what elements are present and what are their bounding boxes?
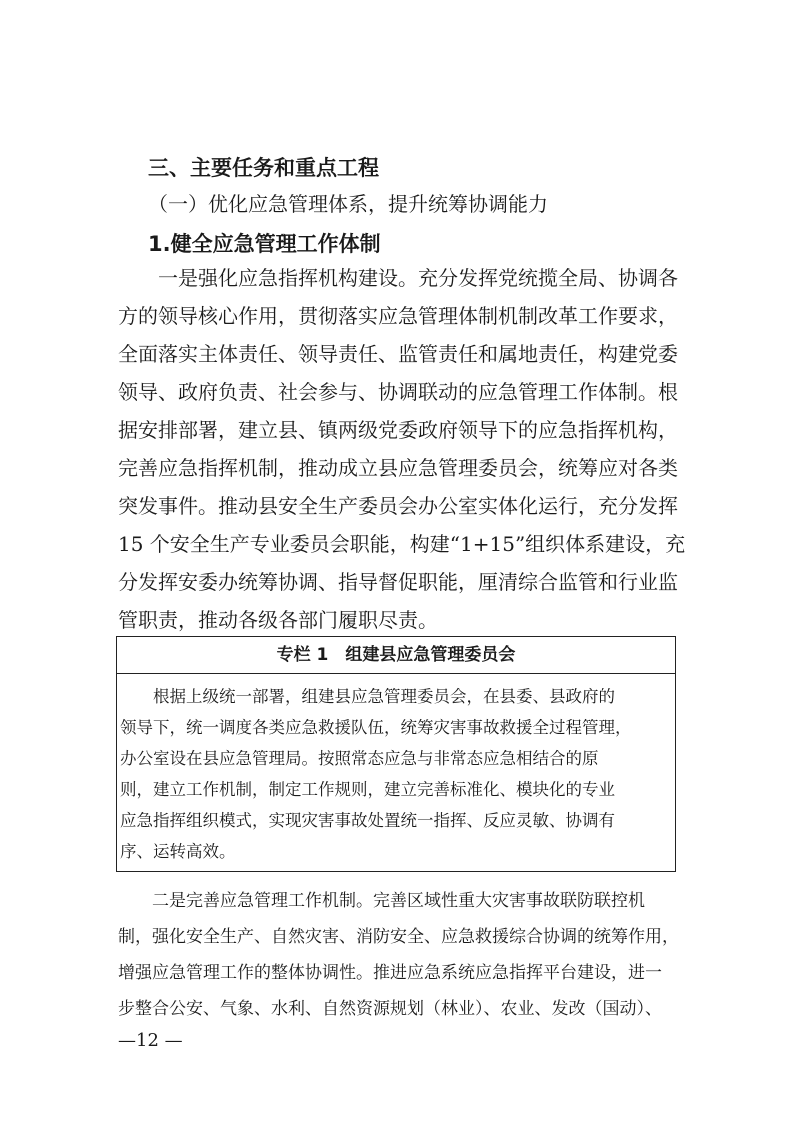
- paragraph-line: 据安排部署，建立县、镇两级党委政府领导下的应急指挥机构，: [118, 418, 678, 442]
- paragraph-line: 方的领导核心作用，贯彻落实应急管理体制机制改革工作要求，: [118, 304, 678, 328]
- section-title: 三、主要任务和重点工程: [148, 156, 379, 180]
- subsection-title: （一）优化应急管理体系，提升统筹协调能力: [148, 192, 548, 216]
- box-line: 则，建立工作机制，制定工作规则，建立完善标准化、模块化的专业: [120, 780, 615, 799]
- box-line: 办公室设在县应急管理局。按照常态应急与非常态应急相结合的原: [120, 749, 599, 768]
- paragraph-line: 领导、政府负责、社会参与、协调联动的应急管理工作体制。根: [118, 380, 678, 404]
- paragraph-line: 增强应急管理工作的整体协调性。推进应急系统应急指挥平台建设，进一: [118, 963, 662, 983]
- box-line: 应急指挥组织模式，实现灾害事故处置统一指挥、反应灵敏、协调有: [120, 811, 615, 830]
- paragraph-line: 全面落实主体责任、领导责任、监管责任和属地责任，构建党委: [118, 342, 678, 366]
- paragraph-line: 制，强化安全生产、自然灾害、消防安全、应急救援综合协调的统筹作用，: [118, 927, 679, 947]
- paragraph-line: 15 个安全生产专业委员会职能，构建“1+15”组织体系建设，充: [118, 532, 686, 556]
- paragraph-line: 管职责，推动各级各部门履职尽责。: [118, 608, 438, 632]
- box-title: 专栏 1 组建县应急管理委员会: [117, 637, 675, 674]
- sidebar-box: [116, 636, 676, 872]
- paragraph-line: 分发挥安委办统筹协调、指导督促职能，厘清综合监管和行业监: [118, 570, 678, 594]
- paragraph-line: 一是强化应急指挥机构建设。充分发挥党统揽全局、协调各: [118, 266, 678, 290]
- paragraph-line: 步整合公安、气象、水利、自然资源规划（林业）、农业、发改（国动）、: [118, 999, 662, 1019]
- box-line: 根据上级统一部署，组建县应急管理委员会，在县委、县政府的: [120, 687, 615, 706]
- paragraph-line: 二是完善应急管理工作机制。完善区域性重大灾害事故联防联控机: [118, 891, 645, 911]
- item-title: 1.健全应急管理工作体制: [148, 232, 381, 256]
- paragraph-line: 突发事件。推动县安全生产委员会办公室实体化运行，充分发挥: [118, 494, 678, 518]
- paragraph-line: 完善应急指挥机制，推动成立县应急管理委员会，统筹应对各类: [118, 456, 678, 480]
- box-line: 序、运转高效。: [120, 842, 236, 861]
- box-line: 领导下，统一调度各类应急救援队伍，统筹灾害事故救援全过程管理，: [120, 718, 632, 737]
- page-number: —12 —: [118, 1030, 183, 1051]
